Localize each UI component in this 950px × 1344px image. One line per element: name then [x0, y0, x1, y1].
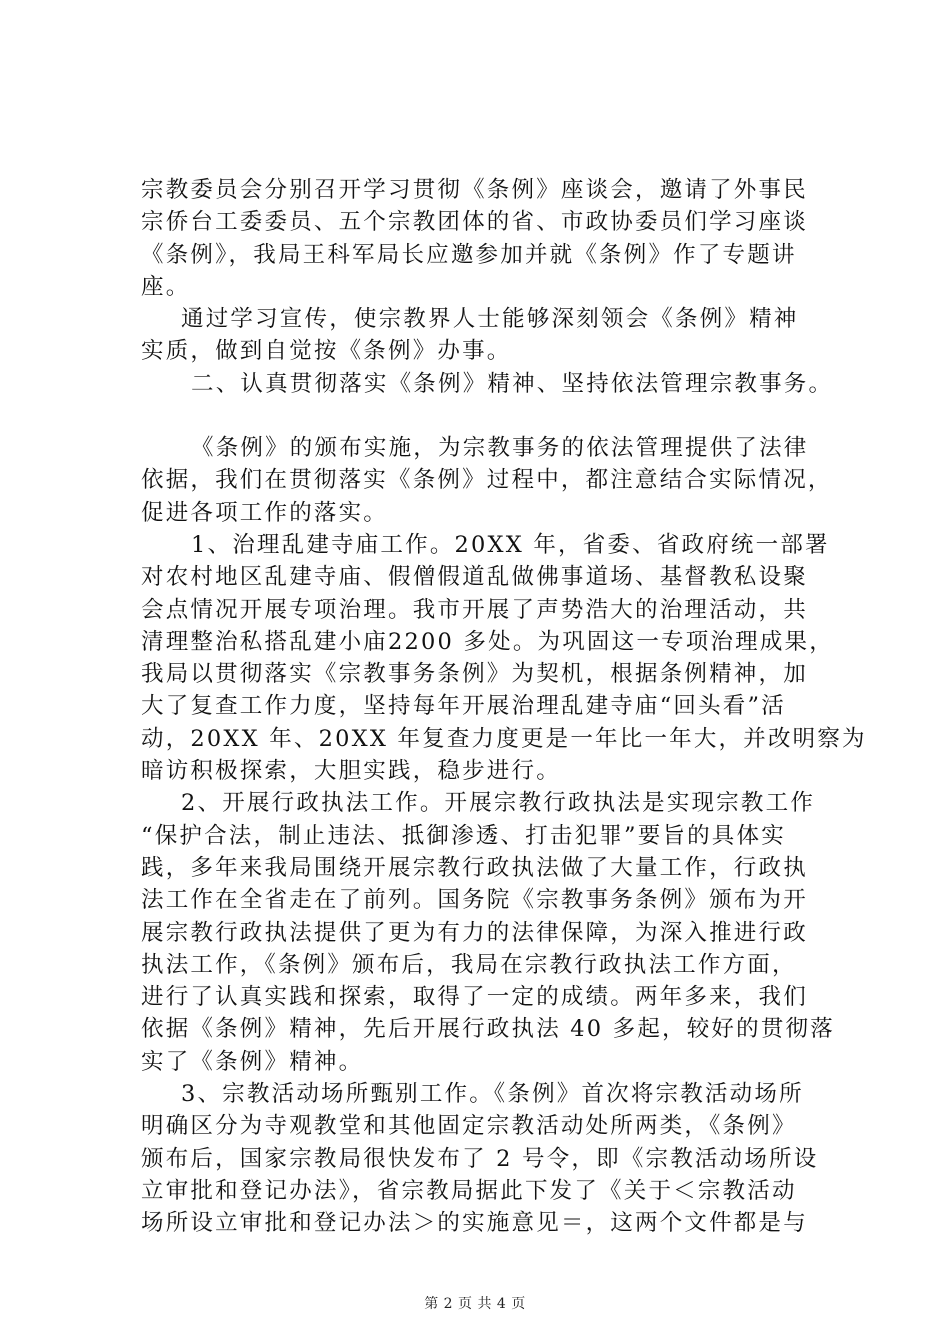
- text-line: 对农村地区乱建寺庙、假僧假道乱做佛事道场、基督教私设聚: [141, 564, 808, 591]
- text-line: 《条例》，我局王科军局长应邀参加并就《条例》作了专题讲: [141, 241, 797, 268]
- text-line: 实了《条例》精神。: [141, 1048, 364, 1075]
- text-line: 依据《条例》精神，先后开展行政执法 40 多起，较好的贯彻落: [141, 1016, 835, 1043]
- text-line: 会点情况开展专项治理。我市开展了声势浩大的治理活动，共: [141, 596, 808, 623]
- text-line: 依据，我们在贯彻落实《条例》过程中，都注意结合实际情况，: [141, 467, 833, 494]
- text-line: 践，多年来我局围绕开展宗教行政执法做了大量工作，行政执: [141, 854, 808, 881]
- text-line: 大了复查工作力度，坚持每年开展治理乱建寺庙“回头看”活: [141, 693, 786, 720]
- text-line: 3、宗教活动场所甄别工作。《条例》首次将宗教活动场所: [181, 1081, 804, 1108]
- text-line: 颁布后，国家宗教局很快发布了 2 号令，即《宗教活动场所设: [141, 1145, 819, 1172]
- page-footer: [0, 1293, 950, 1313]
- text-line: 宗侨台工委委员、五个宗教团体的省、市政协委员们学习座谈: [141, 209, 808, 236]
- text-line: 我局以贯彻落实《宗教事务条例》为契机，根据条例精神，加: [141, 661, 808, 688]
- text-line: 动，20XX 年、20XX 年复查力度更是一年比一年大，并改明察为: [141, 725, 867, 752]
- page-number-label: 第 2 页 共 4 页: [424, 1296, 526, 1312]
- text-line: 《条例》的颁布实施，为宗教事务的依法管理提供了法律: [191, 435, 809, 462]
- paragraph: [141, 1078, 831, 1239]
- text-line: 通过学习宣传，使宗教界人士能够深刻领会《条例》精神: [181, 306, 799, 333]
- paragraph: [141, 787, 835, 1078]
- text-line: 2、开展行政执法工作。开展宗教行政执法是实现宗教工作: [181, 790, 816, 817]
- text-line: 暗访积极探索，大胆实践，稳步进行。: [141, 758, 561, 785]
- text-line: 明确区分为寺观教堂和其他固定宗教活动处所两类，《条例》: [141, 1113, 797, 1140]
- document-body: [141, 174, 867, 1240]
- section-heading: [141, 368, 834, 400]
- text-line: 进行了认真实践和探索，取得了一定的成绩。两年多来，我们: [141, 984, 808, 1011]
- text-line: “保护合法，制止违法、抵御渗透、打击犯罪”要旨的具体实: [141, 822, 786, 849]
- text-line: 座。: [141, 273, 191, 300]
- text-line: 法工作在全省走在了前列。国务院《宗教事务条例》颁布为开: [141, 887, 808, 914]
- text-line: 展宗教行政执法提供了更为有力的法律保障，为深入推进行政: [141, 919, 808, 946]
- text-line: 清理整治私搭乱建小庙2200 多处。为巩固这一专项治理成果，: [141, 628, 834, 655]
- text-line: 实质，做到自觉按《条例》办事。: [141, 338, 512, 365]
- spacer: [141, 400, 831, 432]
- text-line: 二、认真贯彻落实《条例》精神、坚持依法管理宗教事务。: [191, 370, 834, 397]
- text-line: 执法工作，《条例》颁布后，我局在宗教行政执法工作方面，: [141, 951, 797, 978]
- paragraph: [141, 432, 831, 529]
- text-line: 场所设立审批和登记办法＞的实施意见＝，这两个文件都是与: [141, 1210, 808, 1237]
- paragraph: [141, 174, 831, 303]
- paragraph: [141, 303, 831, 368]
- text-line: 立审批和登记办法》，省宗教局据此下发了《关于＜宗教活动: [141, 1177, 797, 1204]
- text-line: 宗教委员会分别召开学习贯彻《条例》座谈会，邀请了外事民: [141, 177, 808, 203]
- text-line: 1、治理乱建寺庙工作。20XX 年，省委、省政府统一部署: [191, 531, 830, 558]
- paragraph: [141, 529, 867, 787]
- text-line: 促进各项工作的落实。: [141, 499, 389, 526]
